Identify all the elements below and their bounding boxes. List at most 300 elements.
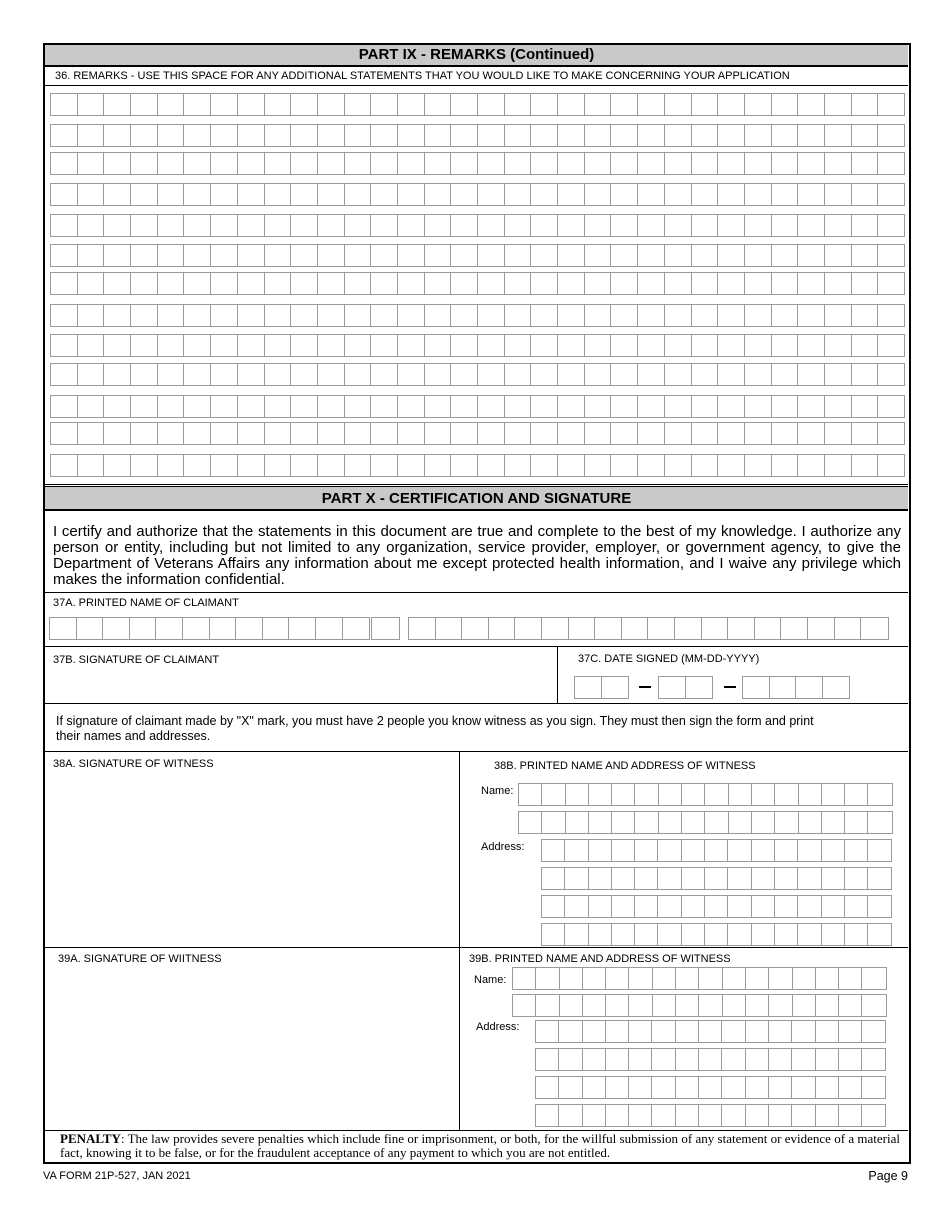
char-box[interactable] bbox=[665, 364, 692, 385]
char-box[interactable] bbox=[78, 125, 105, 146]
char-box[interactable] bbox=[478, 455, 505, 476]
char-box[interactable] bbox=[868, 924, 891, 945]
char-box[interactable] bbox=[682, 812, 705, 833]
char-box[interactable] bbox=[718, 396, 745, 417]
char-box[interactable] bbox=[798, 184, 825, 205]
char-box[interactable] bbox=[868, 896, 891, 917]
char-box[interactable] bbox=[238, 184, 265, 205]
char-box[interactable] bbox=[798, 924, 821, 945]
char-box[interactable] bbox=[184, 215, 211, 236]
char-box[interactable] bbox=[676, 1049, 699, 1070]
char-box[interactable] bbox=[425, 305, 452, 326]
char-box[interactable] bbox=[638, 215, 665, 236]
char-box[interactable] bbox=[558, 153, 585, 174]
char-box[interactable] bbox=[852, 215, 879, 236]
char-box[interactable] bbox=[585, 364, 612, 385]
char-box[interactable] bbox=[629, 968, 652, 989]
char-box[interactable] bbox=[78, 273, 105, 294]
char-box[interactable] bbox=[606, 995, 629, 1016]
char-box[interactable] bbox=[51, 423, 78, 444]
char-box[interactable] bbox=[692, 184, 719, 205]
char-box[interactable] bbox=[692, 455, 719, 476]
char-box[interactable] bbox=[558, 455, 585, 476]
char-box[interactable] bbox=[531, 245, 558, 266]
char-box[interactable] bbox=[772, 245, 799, 266]
remarks-row[interactable] bbox=[50, 124, 905, 147]
char-box[interactable] bbox=[868, 812, 891, 833]
char-box[interactable] bbox=[825, 423, 852, 444]
char-box[interactable] bbox=[505, 364, 532, 385]
char-box[interactable] bbox=[665, 423, 692, 444]
char-box[interactable] bbox=[845, 812, 868, 833]
char-box[interactable] bbox=[158, 305, 185, 326]
char-box[interactable] bbox=[772, 273, 799, 294]
char-box[interactable] bbox=[746, 968, 769, 989]
char-box[interactable] bbox=[371, 455, 398, 476]
char-box[interactable] bbox=[184, 305, 211, 326]
char-box[interactable] bbox=[611, 335, 638, 356]
char-box[interactable] bbox=[839, 1021, 862, 1042]
char-box[interactable] bbox=[878, 184, 904, 205]
char-box[interactable] bbox=[291, 364, 318, 385]
char-box[interactable] bbox=[289, 618, 316, 639]
char-box[interactable] bbox=[585, 125, 612, 146]
char-box[interactable] bbox=[852, 423, 879, 444]
char-box[interactable] bbox=[211, 335, 238, 356]
char-box[interactable] bbox=[611, 423, 638, 444]
char-box[interactable] bbox=[772, 184, 799, 205]
char-box[interactable] bbox=[728, 924, 751, 945]
char-box[interactable] bbox=[792, 1105, 815, 1126]
char-box[interactable] bbox=[699, 1105, 722, 1126]
char-box[interactable] bbox=[745, 455, 772, 476]
char-box[interactable] bbox=[398, 153, 425, 174]
char-box[interactable] bbox=[852, 455, 879, 476]
char-box[interactable] bbox=[156, 618, 183, 639]
char-box[interactable] bbox=[648, 618, 675, 639]
char-box[interactable] bbox=[798, 455, 825, 476]
char-box[interactable] bbox=[658, 840, 681, 861]
char-box[interactable] bbox=[606, 1021, 629, 1042]
char-box[interactable] bbox=[51, 273, 78, 294]
char-box[interactable] bbox=[798, 335, 825, 356]
char-box[interactable] bbox=[211, 396, 238, 417]
char-box[interactable] bbox=[291, 94, 318, 115]
char-box[interactable] bbox=[238, 94, 265, 115]
char-box[interactable] bbox=[852, 273, 879, 294]
char-box[interactable] bbox=[822, 812, 845, 833]
char-box[interactable] bbox=[665, 305, 692, 326]
char-box[interactable] bbox=[658, 896, 681, 917]
char-box[interactable] bbox=[611, 125, 638, 146]
char-box[interactable] bbox=[772, 94, 799, 115]
char-box[interactable] bbox=[531, 305, 558, 326]
remarks-row[interactable] bbox=[50, 422, 905, 445]
char-box[interactable] bbox=[793, 968, 816, 989]
char-box[interactable] bbox=[131, 125, 158, 146]
char-box[interactable] bbox=[371, 305, 398, 326]
char-box[interactable] bbox=[665, 94, 692, 115]
char-box[interactable] bbox=[265, 184, 292, 205]
char-box[interactable] bbox=[542, 618, 569, 639]
char-box[interactable] bbox=[772, 215, 799, 236]
date-signed-month-input[interactable] bbox=[574, 676, 629, 699]
char-box[interactable] bbox=[823, 677, 850, 698]
remarks-row[interactable] bbox=[50, 334, 905, 357]
char-box[interactable] bbox=[770, 677, 797, 698]
char-box[interactable] bbox=[425, 153, 452, 174]
char-box[interactable] bbox=[158, 423, 185, 444]
char-box[interactable] bbox=[705, 924, 728, 945]
char-box[interactable] bbox=[816, 1049, 839, 1070]
char-box[interactable] bbox=[825, 184, 852, 205]
char-box[interactable] bbox=[158, 125, 185, 146]
char-box[interactable] bbox=[531, 273, 558, 294]
char-box[interactable] bbox=[536, 1105, 559, 1126]
char-box[interactable] bbox=[51, 125, 78, 146]
char-box[interactable] bbox=[345, 215, 372, 236]
char-box[interactable] bbox=[238, 423, 265, 444]
char-box[interactable] bbox=[878, 364, 904, 385]
char-box[interactable] bbox=[769, 1021, 792, 1042]
char-box[interactable] bbox=[746, 1105, 769, 1126]
char-box[interactable] bbox=[291, 273, 318, 294]
char-box[interactable] bbox=[184, 184, 211, 205]
char-box[interactable] bbox=[878, 455, 904, 476]
char-box[interactable] bbox=[585, 94, 612, 115]
char-box[interactable] bbox=[425, 273, 452, 294]
char-box[interactable] bbox=[531, 423, 558, 444]
char-box[interactable] bbox=[769, 995, 792, 1016]
char-box[interactable] bbox=[104, 245, 131, 266]
char-box[interactable] bbox=[345, 305, 372, 326]
char-box[interactable] bbox=[798, 125, 825, 146]
char-box[interactable] bbox=[51, 455, 78, 476]
char-box[interactable] bbox=[878, 335, 904, 356]
char-box[interactable] bbox=[862, 1049, 885, 1070]
char-box[interactable] bbox=[745, 423, 772, 444]
char-box[interactable] bbox=[772, 125, 799, 146]
char-box[interactable] bbox=[291, 125, 318, 146]
char-box[interactable] bbox=[852, 153, 879, 174]
char-box[interactable] bbox=[839, 1077, 862, 1098]
char-box[interactable] bbox=[542, 924, 565, 945]
char-box[interactable] bbox=[345, 245, 372, 266]
char-box[interactable] bbox=[505, 153, 532, 174]
char-box[interactable] bbox=[51, 245, 78, 266]
char-box[interactable] bbox=[451, 273, 478, 294]
char-box[interactable] bbox=[566, 784, 589, 805]
char-box[interactable] bbox=[798, 896, 821, 917]
char-box[interactable] bbox=[772, 364, 799, 385]
char-box[interactable] bbox=[665, 153, 692, 174]
remarks-row[interactable] bbox=[50, 152, 905, 175]
char-box[interactable] bbox=[78, 94, 105, 115]
char-box[interactable] bbox=[425, 335, 452, 356]
char-box[interactable] bbox=[462, 618, 489, 639]
char-box[interactable] bbox=[158, 396, 185, 417]
char-box[interactable] bbox=[705, 812, 728, 833]
char-box[interactable] bbox=[745, 153, 772, 174]
witness1-name-row[interactable] bbox=[518, 783, 893, 806]
char-box[interactable] bbox=[825, 215, 852, 236]
char-box[interactable] bbox=[686, 677, 713, 698]
char-box[interactable] bbox=[638, 273, 665, 294]
witness1-signature-field[interactable] bbox=[49, 773, 454, 943]
char-box[interactable] bbox=[635, 868, 658, 889]
char-box[interactable] bbox=[862, 1077, 885, 1098]
char-box[interactable] bbox=[558, 423, 585, 444]
char-box[interactable] bbox=[825, 273, 852, 294]
char-box[interactable] bbox=[583, 1077, 606, 1098]
char-box[interactable] bbox=[77, 618, 104, 639]
char-box[interactable] bbox=[839, 1049, 862, 1070]
char-box[interactable] bbox=[825, 335, 852, 356]
char-box[interactable] bbox=[745, 305, 772, 326]
char-box[interactable] bbox=[692, 423, 719, 444]
char-box[interactable] bbox=[425, 215, 452, 236]
char-box[interactable] bbox=[728, 868, 751, 889]
remarks-row[interactable] bbox=[50, 214, 905, 237]
char-box[interactable] bbox=[692, 396, 719, 417]
char-box[interactable] bbox=[745, 273, 772, 294]
char-box[interactable] bbox=[345, 455, 372, 476]
char-box[interactable] bbox=[398, 125, 425, 146]
char-box[interactable] bbox=[606, 1077, 629, 1098]
char-box[interactable] bbox=[104, 273, 131, 294]
char-box[interactable] bbox=[752, 812, 775, 833]
char-box[interactable] bbox=[752, 868, 775, 889]
char-box[interactable] bbox=[436, 618, 463, 639]
char-box[interactable] bbox=[775, 840, 798, 861]
char-box[interactable] bbox=[606, 1049, 629, 1070]
char-box[interactable] bbox=[772, 455, 799, 476]
char-box[interactable] bbox=[868, 868, 891, 889]
char-box[interactable] bbox=[531, 335, 558, 356]
char-box[interactable] bbox=[184, 125, 211, 146]
remarks-row[interactable] bbox=[50, 363, 905, 386]
char-box[interactable] bbox=[478, 125, 505, 146]
char-box[interactable] bbox=[558, 245, 585, 266]
char-box[interactable] bbox=[211, 184, 238, 205]
char-box[interactable] bbox=[78, 364, 105, 385]
char-box[interactable] bbox=[78, 305, 105, 326]
char-box[interactable] bbox=[665, 184, 692, 205]
char-box[interactable] bbox=[131, 423, 158, 444]
char-box[interactable] bbox=[845, 840, 868, 861]
char-box[interactable] bbox=[792, 1077, 815, 1098]
char-box[interactable] bbox=[158, 153, 185, 174]
char-box[interactable] bbox=[602, 677, 629, 698]
char-box[interactable] bbox=[728, 840, 751, 861]
char-box[interactable] bbox=[558, 125, 585, 146]
remarks-row[interactable] bbox=[50, 454, 905, 477]
char-box[interactable] bbox=[51, 184, 78, 205]
char-box[interactable] bbox=[398, 335, 425, 356]
char-box[interactable] bbox=[158, 184, 185, 205]
char-box[interactable] bbox=[611, 94, 638, 115]
char-box[interactable] bbox=[835, 618, 862, 639]
witness1-name-row[interactable] bbox=[518, 811, 893, 834]
char-box[interactable] bbox=[611, 153, 638, 174]
char-box[interactable] bbox=[825, 455, 852, 476]
char-box[interactable] bbox=[519, 784, 542, 805]
witness2-address-row[interactable] bbox=[535, 1048, 886, 1071]
char-box[interactable] bbox=[878, 94, 904, 115]
char-box[interactable] bbox=[51, 335, 78, 356]
char-box[interactable] bbox=[772, 335, 799, 356]
char-box[interactable] bbox=[589, 784, 612, 805]
char-box[interactable] bbox=[184, 396, 211, 417]
char-box[interactable] bbox=[769, 1049, 792, 1070]
char-box[interactable] bbox=[318, 215, 345, 236]
char-box[interactable] bbox=[868, 840, 891, 861]
char-box[interactable] bbox=[478, 364, 505, 385]
char-box[interactable] bbox=[542, 840, 565, 861]
char-box[interactable] bbox=[752, 896, 775, 917]
char-box[interactable] bbox=[611, 215, 638, 236]
char-box[interactable] bbox=[263, 618, 290, 639]
char-box[interactable] bbox=[638, 396, 665, 417]
char-box[interactable] bbox=[291, 215, 318, 236]
char-box[interactable] bbox=[705, 868, 728, 889]
char-box[interactable] bbox=[345, 364, 372, 385]
char-box[interactable] bbox=[611, 305, 638, 326]
char-box[interactable] bbox=[861, 618, 888, 639]
char-box[interactable] bbox=[104, 215, 131, 236]
char-box[interactable] bbox=[451, 184, 478, 205]
char-box[interactable] bbox=[692, 273, 719, 294]
char-box[interactable] bbox=[822, 924, 845, 945]
char-box[interactable] bbox=[291, 396, 318, 417]
char-box[interactable] bbox=[612, 896, 635, 917]
char-box[interactable] bbox=[371, 273, 398, 294]
char-box[interactable] bbox=[878, 245, 904, 266]
char-box[interactable] bbox=[665, 396, 692, 417]
char-box[interactable] bbox=[211, 423, 238, 444]
char-box[interactable] bbox=[318, 94, 345, 115]
char-box[interactable] bbox=[772, 423, 799, 444]
char-box[interactable] bbox=[531, 396, 558, 417]
char-box[interactable] bbox=[629, 995, 652, 1016]
char-box[interactable] bbox=[798, 364, 825, 385]
char-box[interactable] bbox=[451, 396, 478, 417]
char-box[interactable] bbox=[558, 396, 585, 417]
char-box[interactable] bbox=[238, 125, 265, 146]
char-box[interactable] bbox=[665, 245, 692, 266]
char-box[interactable] bbox=[291, 455, 318, 476]
char-box[interactable] bbox=[638, 364, 665, 385]
char-box[interactable] bbox=[131, 153, 158, 174]
char-box[interactable] bbox=[775, 868, 798, 889]
char-box[interactable] bbox=[531, 455, 558, 476]
char-box[interactable] bbox=[595, 618, 622, 639]
char-box[interactable] bbox=[451, 215, 478, 236]
char-box[interactable] bbox=[236, 618, 263, 639]
char-box[interactable] bbox=[878, 423, 904, 444]
char-box[interactable] bbox=[345, 335, 372, 356]
char-box[interactable] bbox=[184, 335, 211, 356]
char-box[interactable] bbox=[566, 812, 589, 833]
char-box[interactable] bbox=[845, 868, 868, 889]
char-box[interactable] bbox=[398, 423, 425, 444]
char-box[interactable] bbox=[558, 273, 585, 294]
char-box[interactable] bbox=[398, 245, 425, 266]
claimant-middle-initial-input[interactable] bbox=[371, 617, 400, 640]
char-box[interactable] bbox=[210, 618, 237, 639]
char-box[interactable] bbox=[398, 455, 425, 476]
char-box[interactable] bbox=[318, 153, 345, 174]
char-box[interactable] bbox=[265, 94, 292, 115]
char-box[interactable] bbox=[585, 153, 612, 174]
char-box[interactable] bbox=[878, 153, 904, 174]
char-box[interactable] bbox=[371, 215, 398, 236]
char-box[interactable] bbox=[845, 896, 868, 917]
char-box[interactable] bbox=[318, 273, 345, 294]
char-box[interactable] bbox=[50, 618, 77, 639]
char-box[interactable] bbox=[718, 364, 745, 385]
char-box[interactable] bbox=[799, 784, 822, 805]
char-box[interactable] bbox=[104, 305, 131, 326]
char-box[interactable] bbox=[425, 364, 452, 385]
char-box[interactable] bbox=[265, 396, 292, 417]
char-box[interactable] bbox=[658, 868, 681, 889]
char-box[interactable] bbox=[78, 396, 105, 417]
char-box[interactable] bbox=[131, 335, 158, 356]
char-box[interactable] bbox=[665, 273, 692, 294]
char-box[interactable] bbox=[478, 423, 505, 444]
char-box[interactable] bbox=[612, 840, 635, 861]
char-box[interactable] bbox=[531, 125, 558, 146]
char-box[interactable] bbox=[104, 184, 131, 205]
char-box[interactable] bbox=[746, 995, 769, 1016]
witness2-name-row[interactable] bbox=[512, 967, 887, 990]
char-box[interactable] bbox=[316, 618, 343, 639]
char-box[interactable] bbox=[211, 125, 238, 146]
char-box[interactable] bbox=[589, 896, 612, 917]
char-box[interactable] bbox=[291, 423, 318, 444]
char-box[interactable] bbox=[583, 968, 606, 989]
char-box[interactable] bbox=[560, 995, 583, 1016]
char-box[interactable] bbox=[862, 1105, 885, 1126]
char-box[interactable] bbox=[425, 125, 452, 146]
char-box[interactable] bbox=[505, 184, 532, 205]
char-box[interactable] bbox=[78, 215, 105, 236]
char-box[interactable] bbox=[104, 335, 131, 356]
char-box[interactable] bbox=[692, 245, 719, 266]
char-box[interactable] bbox=[78, 184, 105, 205]
char-box[interactable] bbox=[839, 995, 862, 1016]
char-box[interactable] bbox=[536, 1049, 559, 1070]
char-box[interactable] bbox=[78, 423, 105, 444]
char-box[interactable] bbox=[505, 273, 532, 294]
char-box[interactable] bbox=[728, 896, 751, 917]
char-box[interactable] bbox=[722, 1049, 745, 1070]
char-box[interactable] bbox=[743, 677, 770, 698]
char-box[interactable] bbox=[775, 924, 798, 945]
char-box[interactable] bbox=[265, 215, 292, 236]
char-box[interactable] bbox=[822, 784, 845, 805]
char-box[interactable] bbox=[659, 812, 682, 833]
char-box[interactable] bbox=[345, 396, 372, 417]
char-box[interactable] bbox=[184, 273, 211, 294]
char-box[interactable] bbox=[104, 364, 131, 385]
remarks-row[interactable] bbox=[50, 93, 905, 116]
char-box[interactable] bbox=[718, 153, 745, 174]
char-box[interactable] bbox=[825, 305, 852, 326]
char-box[interactable] bbox=[425, 423, 452, 444]
char-box[interactable] bbox=[825, 94, 852, 115]
